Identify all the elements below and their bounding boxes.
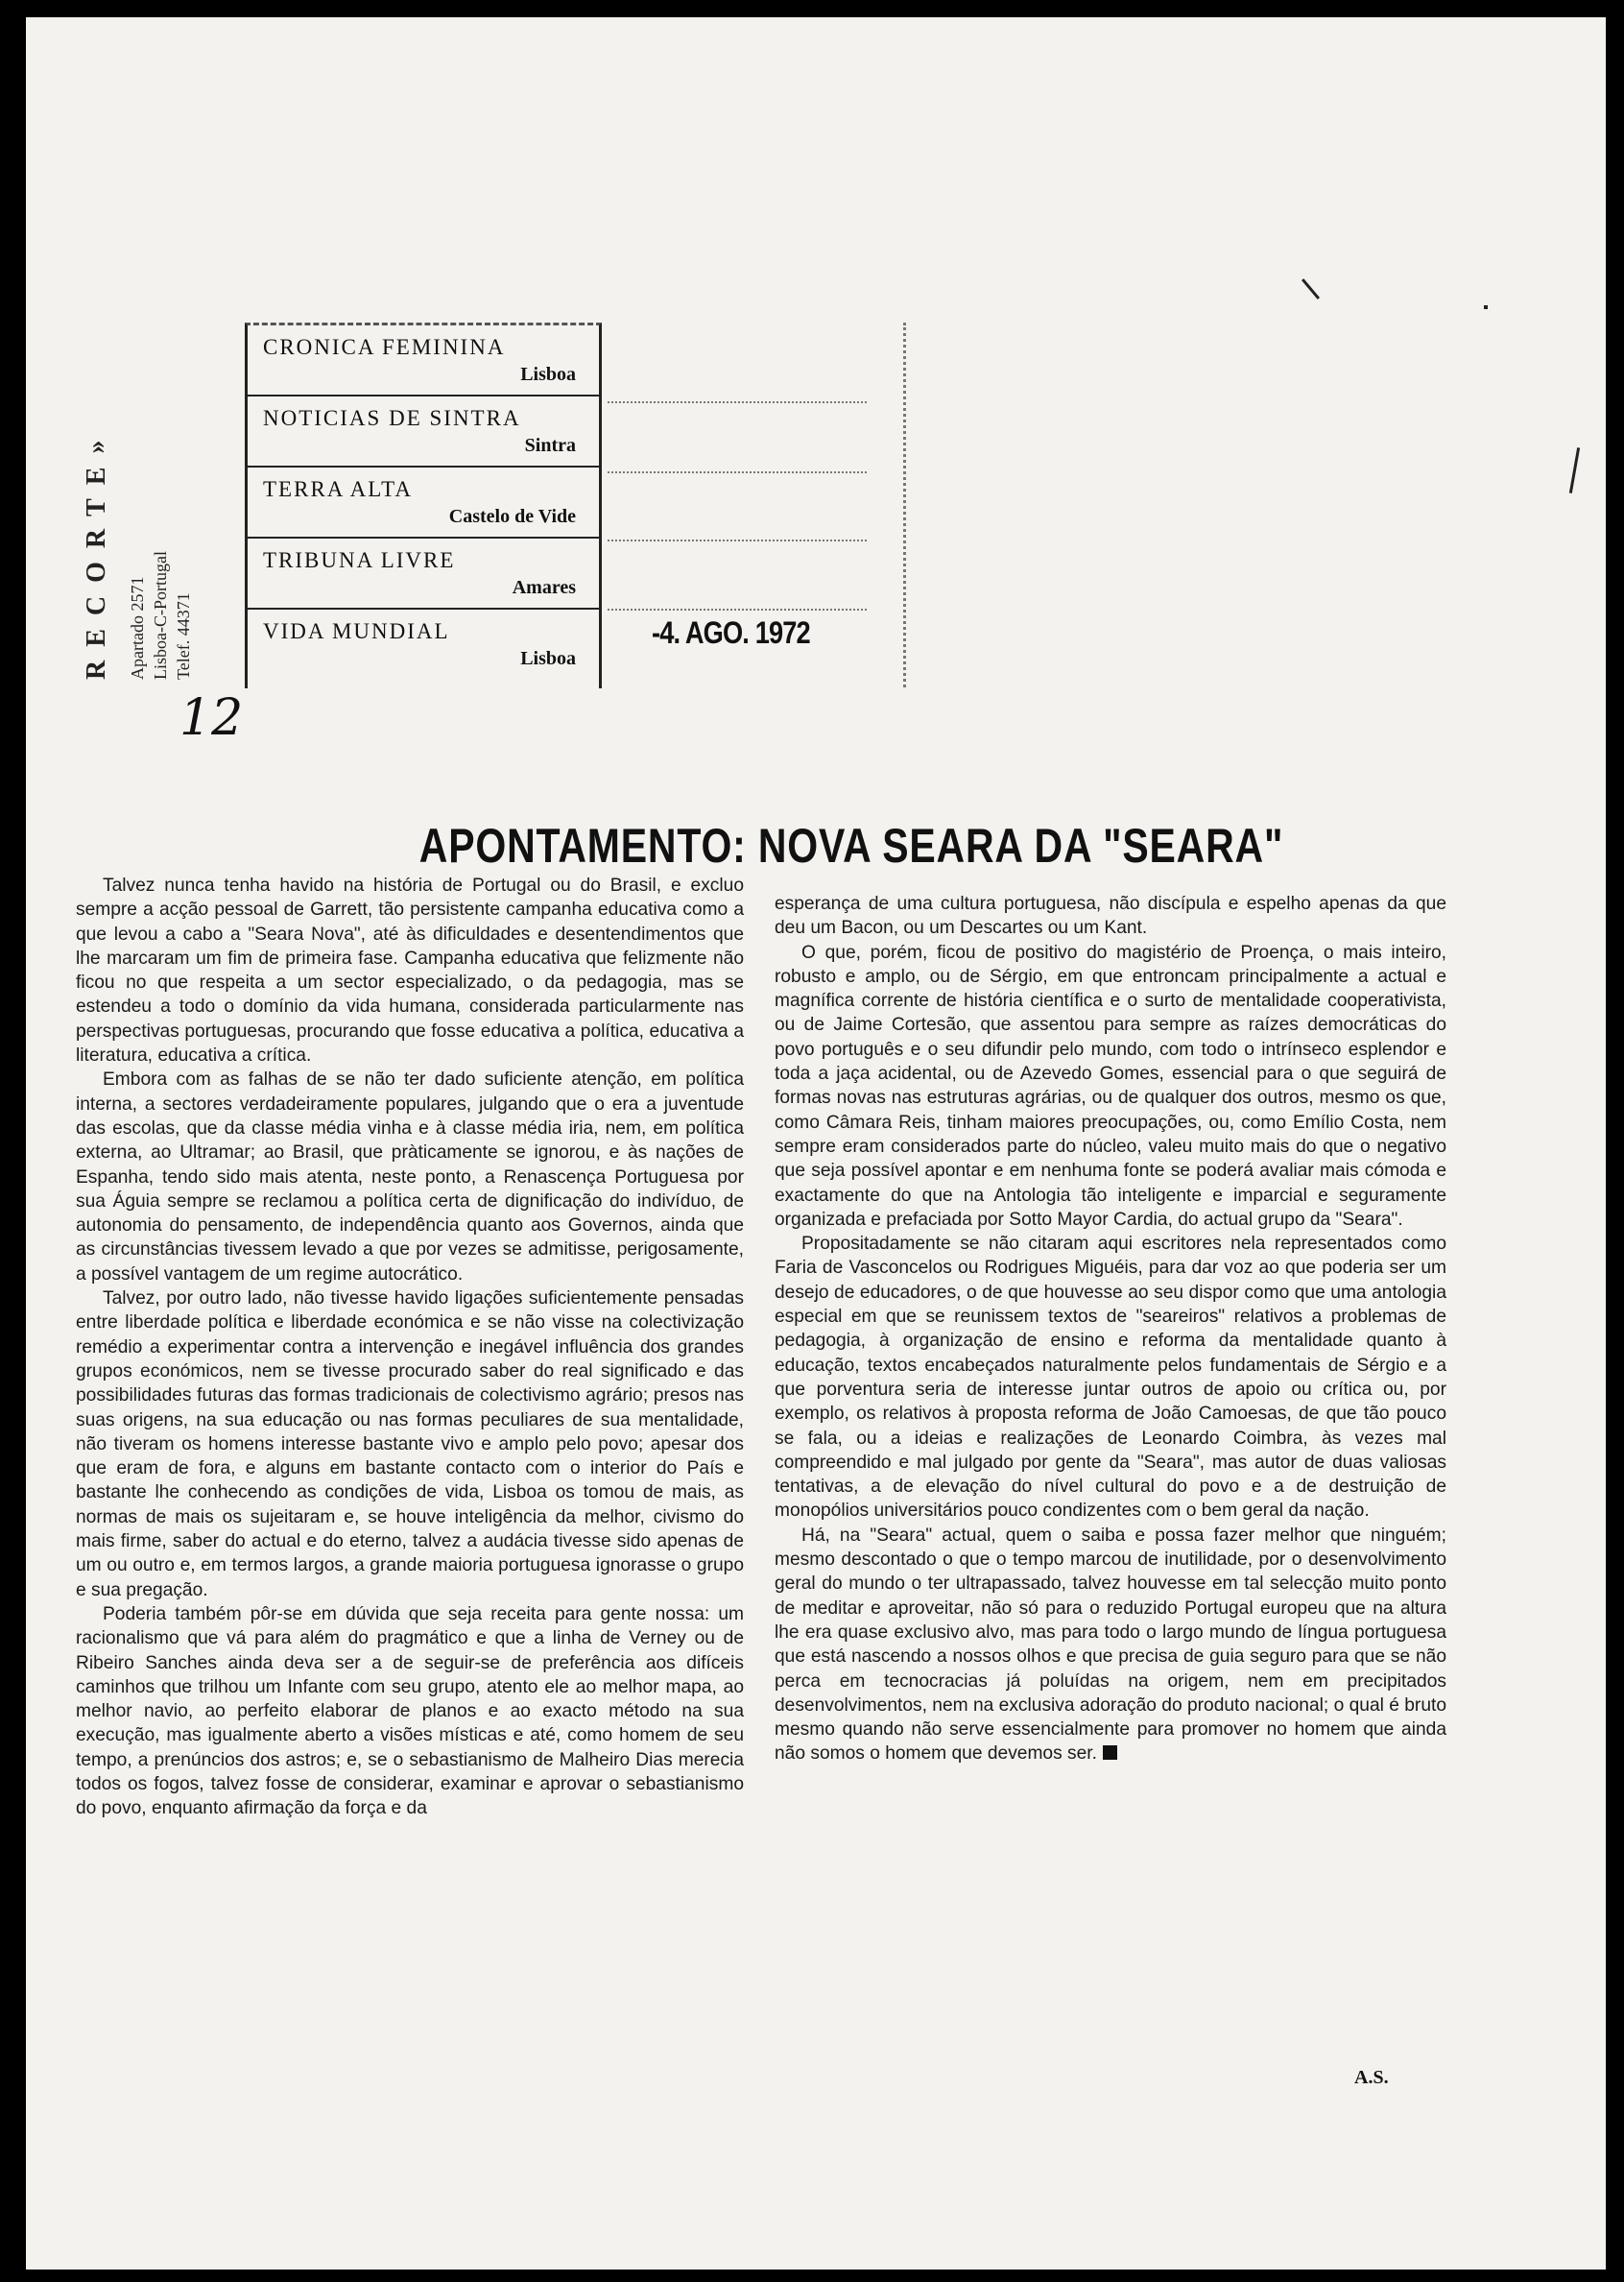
agency-phone: Telef. 44371 — [174, 592, 193, 680]
paragraph-text: Há, na "Seara" actual, quem o saiba e possa fazer melhor que ninguém; mesmo descontado o que o tempo marcou de inutilidade, por o desenvolvimento geral do mundo o ter ultrapassado, talvez houvesse em tal selecção muito ponto de meditar e aproveitar, não só para o reduzido Portugal europeu que na altura lhe era quase exclusivo alvo, mas para todo o largo mundo de língua portuguesa que está nascendo a nossos olhos e que precisa de guia seguro para que se não perca em tecnocracias já poluídas na origem, nem em precipitados desenvolvimentos, nem na exclusiva adoração do produto nacional; o qual é bruto mesmo quando não serve essencialmente para promover no homem que ainda não somos o homem que devemos ser. — [775, 1525, 1446, 1765]
publication-name: NOTICIAS DE SINTRA — [263, 406, 521, 430]
divider-line — [608, 540, 867, 541]
divider-line — [608, 471, 867, 473]
publication-name: VIDA MUNDIAL — [263, 619, 450, 643]
agency-address: Apartado 2571 — [128, 576, 147, 680]
paragraph: Talvez nunca tenha havido na história de Portugal ou do Brasil, e excluo sempre a acção pessoal de Garrett, tão persistente campanha educativa como a que levou a cabo a "Seara Nova", até às dificuldades e desentendimentos que lhe marcaram um fim de primeira fase. Campanha educativa que felizmente não ficou no que respeita a um sector especializado, o da pedagogia, mas se estendeu a todo o domínio da vida humana, considerada particularmente nas perspectivas portuguesas, procurando que fosse educativa a política, educativa a literatura, educativa a crítica. — [76, 876, 744, 1067]
paragraph — [775, 1524, 1446, 1766]
publication-row — [248, 396, 599, 468]
publication-row — [248, 610, 599, 679]
publication-city: Lisboa — [520, 648, 576, 669]
scan-mark — [1302, 278, 1320, 300]
author-signature: A.S. — [1354, 2067, 1389, 2088]
paragraph: Poderia também pôr-se em dúvida que seja receita para gente nossa: um racionalismo que vá para além do pragmático e que a linha de Verney ou de Ribeiro Sanches ainda deva ser a de seguir-se de preferência aos difíceis caminhos que trilhou um Infante com seu grupo, atento ele ao melhor mapa, ao melhor navio, ao perfeito elaborar de planos e ao exacto método na sua execução, mas igualmente aberto a visões místicas e até, como homem de seu tempo, a prenúncios dos astros; e, se o sebastianismo de Malheiro Dias merecia todos os fogos, talvez fosse de considerar, examinar e aprovar o sebastianismo do povo, enquanto afirmação da força e da — [76, 1603, 744, 1819]
agency-city: Lisboa-C-Portugal — [151, 551, 170, 680]
publication-name: TERRA ALTA — [263, 477, 413, 501]
publication-row — [248, 325, 599, 396]
publication-city: Sintra — [524, 435, 576, 456]
agency-stamp — [82, 426, 216, 709]
publication-city: Lisboa — [520, 364, 576, 385]
agency-name: RECORTE» — [82, 426, 111, 680]
article-column-right — [775, 892, 1446, 1766]
date-stamp: -4. AGO. 1972 — [652, 615, 810, 650]
handwritten-note: 12 — [179, 689, 244, 747]
paragraph: O que, porém, ficou de positivo do magistério de Proença, o mais inteiro, robusto e amplo, ou de Sérgio, em que entroncam principalmente a actual e magnífica corrente de história científica e o surto de mentalidade cooperativista, ou de Jaime Cortesão, que assentou para sempre as raízes democráticas do povo português e o seu difundir pelo mundo, com todo o intrínseco esplendor e toda a jaça acidental, ou de Azevedo Gomes, essencial para o que seguirá de formas novas nas estruturas agrárias, ou de qualquer dos outros, mesmo os que, como Câmara Reis, tinham maiores preocupações, ou, como Emílio Costa, nem sempre eram considerados parte do núcleo, valeu muito mais do que o negativo que seja possível apontar e em nenhuma fonte se poderá avaliar mais cómoda e exactamente do que na Antologia tão inteligente e imparcial e seguramente organizada e prefaciada por Sotto Mayor Cardia, do actual grupo da "Seara". — [775, 942, 1446, 1230]
publication-name: CRONICA FEMININA — [263, 335, 506, 359]
paragraph: Talvez, por outro lado, não tivesse havido ligações suficientemente pensadas entre liberdade política e liberdade económica e se não visse na colectivização remédio a experimentar contra a intervenção e inegável influência dos grandes grupos económicos, nem se tivesse procurado saber do real significado e das possibilidades futuras das formas tradicionais de colectivismo agrário; presos nas suas origens, na sua educação ou nas formas peculiares de sua mentalidade, não tiveram os homens interesse bastante vivo e amplo pelo povo; apesar dos que eram de fora, e alguns em bastante contacto com o interior do País e bastante lhe conhecendo as condições de vida, Lisboa os tomou de mais, as normas de mais os sujeitaram e, se houve inteligência da melhor, civismo do mais firme, saber do actual e do eterno, talvez a audácia tivesse sido apenas de um ou outro e, em termos largos, a grande maioria portuguesa ignorasse o grupo e sua pregação. — [76, 1288, 744, 1600]
publication-row — [248, 539, 599, 610]
divider-line — [608, 609, 867, 611]
paragraph: Embora com as falhas de se não ter dado suficiente atenção, em política interna, a sectores verdadeiramente populares, julgando que o era a juventude das escolas, que da classe média vinha e à classe média iria, nem, em política externa, ao Ultramar; ao Brasil, que pràticamente se ignorou, e às nações de Espanha, tendo sido mais atenta, neste ponto, a Renascença Portuguesa por sua Águia sempre se reclamou a política certa de dignificação do indivíduo, de autonomia do pensamento, de independência quanto aos Governos, ainda que as circunstâncias tivessem levado a que por vezes se admitisse, perigosamente, a possível vantagem de um regime autocrático. — [76, 1069, 744, 1285]
publication-city: Castelo de Vide — [448, 506, 576, 527]
publication-name: TRIBUNA LIVRE — [263, 548, 456, 572]
paragraph: esperança de uma cultura portuguesa, não discípula e espelho apenas da que deu um Bacon, ou um Descartes ou um Kant. — [775, 894, 1446, 939]
newspaper-clipping-page — [26, 17, 1606, 2270]
publication-city: Amares — [512, 577, 576, 598]
scan-mark — [1569, 447, 1580, 493]
paragraph: Propositadamente se não citaram aqui escritores nela representados como Faria de Vasconcelos ou Rodrigues Miguéis, para dar voz ao que poderia ser um desejo de educadores, o de que houvesse ao seu dispor como que uma antologia especial em que se reunissem textos de "seareiros" relativos a problemas de pedagogia, à organização de ensino e reforma da mentalidade quanto à educação, textos encabeçados naturalmente pelos fundamentais de Sérgio e a que porventura seria de interesse juntar outros de apoio ou crítica ou, por exemplo, os relativos à proposta reforma de João Camoesas, de que tão pouco se fala, ou a ideias e realizações de Leonardo Coimbra, às vezes mal compreendido e mal julgado por gente da "Seara", mas autor de duas valiosas tentativas, a de elevação do nível cultural do povo e a de destruição de monopólios universitários pouco condizentes com o bem geral da nação. — [775, 1234, 1446, 1522]
end-of-article-mark — [1103, 1745, 1117, 1760]
publication-row — [248, 468, 599, 539]
article-column-left — [76, 874, 744, 1821]
scan-mark — [1484, 305, 1488, 309]
publications-list — [245, 323, 602, 688]
article-title: APONTAMENTO: NOVA SEARA DA "SEARA" — [418, 818, 1284, 873]
divider-line — [608, 401, 867, 403]
